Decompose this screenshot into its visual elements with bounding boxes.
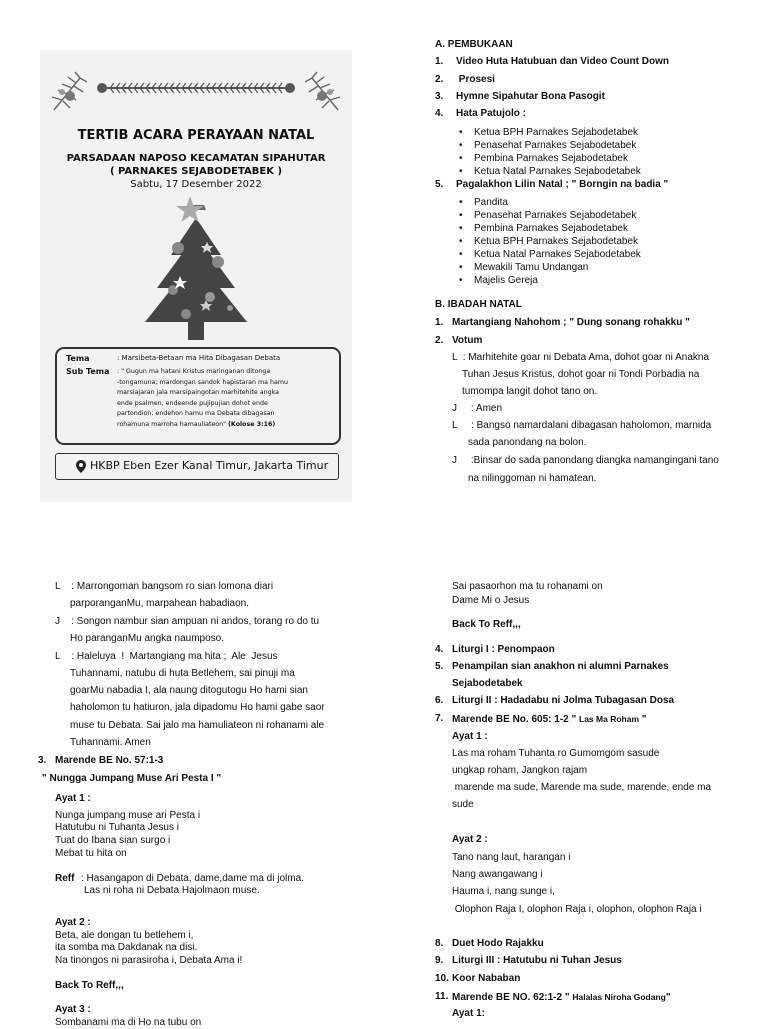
pine-branch-left-icon	[52, 72, 87, 110]
location-text: HKBP Eben Ezer Kanal Timur, Jakarta Timur	[90, 459, 329, 472]
item-text: Sejabodetabek	[452, 678, 523, 689]
verse-label: Ayat 3 :	[55, 1004, 91, 1015]
verse-label: Ayat 1:	[452, 1008, 485, 1019]
item-text: Pagalakhon Lilin Natal ; " Borngin na badia "	[456, 179, 669, 190]
verse-line: Las ma roham Tuhanta ro Gumomgom sasude	[452, 748, 660, 759]
item-text: Liturgi III : Hatutubu ni Tuhan Jesus	[452, 955, 622, 966]
reff-line: : Hasangapon di Debata, dame,dame ma di jolma.	[81, 873, 304, 884]
event-flyer	[40, 50, 352, 502]
list-item: • Pembina Parnakes Sejabodetabek	[456, 222, 641, 235]
song-title: Las Ma Roham	[579, 714, 640, 724]
list-item: • Ketua BPH Parnakes Sejabodetabek	[456, 235, 641, 248]
item-num: 5.	[435, 661, 444, 672]
item-text: Hymne Sipahutar Bona Pasogit	[456, 91, 605, 102]
item-num: 11.	[435, 991, 449, 1002]
subtema-text	[117, 367, 288, 430]
flyer-title: TERTIB ACARA PERAYAAN NATAL	[77, 128, 315, 143]
list-item: • Mewakili Tamu Undangan	[456, 261, 641, 274]
item-text: Duet Hodo Rajakku	[452, 938, 544, 949]
item-text: Martangiang Nahohom ; " Dung sonang rohakku "	[452, 317, 690, 328]
flyer-date: Sabtu, 17 Desember 2022	[130, 179, 262, 190]
verse-line: ita somba ma Dakdanak na disi.	[55, 942, 198, 953]
votum-line: J :Binsar do sada panondang diangka namangingani tano	[452, 455, 719, 466]
back-to-reff: Back To Reff,,,	[55, 980, 124, 991]
votum-line: na nilinggoman ni hamatean.	[468, 473, 597, 484]
section-a-heading: A. PEMBUKAAN	[435, 39, 513, 50]
back-to-reff: Back To Reff,,,	[452, 619, 521, 630]
item-text: Marende BE No. 605: 1-2 " Las Ma Roham "	[452, 714, 647, 725]
litany-line: haholomon tu hatiuron, jala dipadomu Ho hami gabe saor	[70, 702, 325, 713]
verse-line: Hatutubu ni Tuhanta Jesus i	[55, 822, 179, 833]
flyer-decorations	[40, 50, 352, 350]
votum-line: L : Marhitehite goar ni Debata Ama, dohot goar ni Anakna	[452, 352, 710, 363]
item-num: 2.	[435, 335, 444, 346]
reff-line: Las ni roha ni Debata Hajolmaon muse.	[84, 885, 260, 896]
votum-line: J : Amen	[452, 403, 503, 414]
patujolo-list	[456, 126, 641, 178]
verse-line: Mebat tu hita on	[55, 848, 127, 859]
location-box	[55, 453, 339, 480]
item-num: 3.	[435, 91, 444, 102]
section-b-heading: B. IBADAH NATAL	[435, 299, 522, 310]
verse-line: Dame Mi o Jesus	[452, 595, 530, 606]
item-text: Marende BE NO. 62:1-2 " Halalas Niroha Godang"	[452, 992, 671, 1003]
pine-branch-right-icon	[305, 72, 340, 110]
item-text: Koor Nababan	[452, 973, 521, 984]
song-title: Halalas Niroha Godang	[572, 992, 666, 1002]
item-text: Penampilan sian anakhon ni alumni Parnakes	[452, 661, 669, 672]
votum-line: tumompa langit dohot tano on.	[462, 386, 598, 397]
votum-line: L : Bangso namardalani dibagasan haholomon, marnida	[452, 420, 712, 431]
list-item: • Pembina Parnakes Sejabodetabek	[456, 152, 641, 165]
verse-line: marende ma sude, Marende ma sude, marende, ende ma	[452, 782, 712, 793]
christmas-tree-icon	[145, 205, 247, 340]
song-title: " Nungga Jumpang Muse Ari Pesta I "	[42, 773, 222, 784]
item-text: Video Huta Hatubuan dan Video Count Down	[456, 56, 669, 67]
litany-line: L : Marrongoman bangsom ro sian lomona diari	[55, 581, 274, 592]
item-num: 6.	[435, 695, 444, 706]
item-num: 9.	[435, 955, 444, 966]
flyer-org-line2: ( PARNAKES SEJABODETABEK )	[109, 166, 283, 177]
subtema-line: ende psalmen, endeende pujipujian dohot ende	[117, 399, 268, 407]
tema-value: : Marsibeta-Betaan ma Hita Dibagasan Debata	[117, 354, 281, 362]
verse-line: Sombanami ma di Ho na tubu on	[55, 1017, 202, 1028]
subtema-line-last: rohamuna marroha hamauliateon" (Kolose 3:16)	[117, 420, 276, 428]
location-pin-icon	[76, 460, 86, 473]
theme-box	[55, 347, 341, 445]
subtema-line: marsiajaran jala marsipaingotan marhitehite angka	[117, 389, 279, 396]
litany-line: goarMu nabadia I, ala naung ditogutogu Ho hami sian	[70, 685, 308, 696]
item-num: 7.	[435, 713, 444, 724]
litany-line: Ho paranganMu angka naumposo.	[70, 633, 224, 644]
litany-line: L : Haleluya ! Martangiang ma hita ; Ale Jesus	[55, 651, 278, 662]
item-num: 1.	[435, 317, 444, 328]
item-text: Hata Patujolo :	[456, 108, 527, 119]
verse-line: Tuat do Ibana sian surgo i	[55, 835, 171, 846]
verse-line: Sai pasaorhon ma tu rohanami on	[452, 581, 603, 592]
item-num: 2.	[435, 74, 444, 85]
item-text: Votum	[452, 335, 483, 346]
item-text: Liturgi I : Penompaon	[452, 644, 555, 655]
item-text: Marende BE No. 57:1-3	[55, 755, 164, 766]
item-text: Prosesi	[456, 74, 495, 85]
subtema-label: Sub Tema	[66, 367, 110, 376]
verse-line: Beta, ale dongan tu betlehem i,	[55, 930, 194, 941]
litany-line: parporanganMu, marpahean habadiaon.	[70, 598, 250, 609]
item-num: 10.	[435, 973, 449, 984]
litany-line: muse tu Debata. Sai jalo ma hamuliateon ni rohanami ale	[70, 720, 325, 731]
verse-line: Olophon Raja I, olophon Raja i, olophon, olophon Raja i	[452, 904, 702, 915]
reff-label: Reff	[55, 873, 75, 884]
tema-label: Tema	[66, 354, 90, 363]
verse-line: Tano nang laut, harangan i	[452, 852, 571, 863]
item-num: 3.	[38, 755, 47, 766]
item-text: Liturgi II : Hadadabu ni Jolma Tubagasan Dosa	[452, 695, 675, 706]
verse-line: Na tinongos ni parasiroha i, Debata Ama i!	[55, 955, 243, 966]
list-item: • Penasehat Parnakes Sejabodetabek	[456, 209, 641, 222]
list-item: • Ketua BPH Parnakes Sejabodetabek	[456, 126, 641, 139]
litany-line: Tuhannami. Amen	[70, 737, 151, 748]
verse-label: Ayat 1 :	[452, 731, 488, 742]
votum-line: sada panondang na bolon.	[468, 437, 587, 448]
item-num: 5.	[435, 179, 444, 190]
list-item: • Majelis Gereja	[456, 274, 641, 287]
item-num: 4.	[435, 108, 444, 119]
verse-label: Ayat 2 :	[55, 917, 91, 928]
list-item: • Ketua Natal Parnakes Sejabodetabek	[456, 248, 641, 261]
subtema-line: : " Gugun ma hatani Kristus maringanan ditonga	[117, 368, 271, 375]
subtema-line: -tongamuna; mardongan sandok hapistaran ma hamu	[117, 378, 288, 386]
verse-label: Ayat 2 :	[452, 834, 488, 845]
list-item: • Penasehat Parnakes Sejabodetabek	[456, 139, 641, 152]
verse-line: Hauma i, nang sunge i,	[452, 886, 555, 897]
lilin-list	[456, 196, 641, 287]
verse-line: sude	[452, 799, 474, 810]
list-item: • Pandita	[456, 196, 641, 209]
flyer-org-line1: PARSADAAN NAPOSO KECAMATAN SIPAHUTAR	[66, 153, 326, 164]
verse-line: Nang awangawang i	[452, 869, 543, 880]
subtema-line: partondion; endehon hamu ma Debata dibagasan	[117, 410, 275, 417]
verse-line: Nunga jumpang muse ari Pesta i	[55, 810, 201, 821]
litany-line: Tuhannami, natubu di huta Betlehem, sai pinuji ma	[70, 668, 295, 679]
list-item: • Ketua Natal Parnakes Sejabodetabek	[456, 165, 641, 178]
garland-decoration	[97, 83, 295, 93]
litany-line: J : Songon nambur sian ampuan ni andos, torang ro do tu	[55, 616, 320, 627]
verse-label: Ayat 1 :	[55, 793, 91, 804]
verse-line: ungkap roham, Jangkon rajam	[452, 765, 588, 776]
bible-reference: (Kolose 3:16)	[228, 420, 276, 428]
item-num: 8.	[435, 938, 444, 949]
votum-line: Tuhan Jesus Kristus, dohot goar ni Tondi Porbadia na	[462, 369, 700, 380]
item-num: 1.	[435, 56, 444, 67]
item-num: 4.	[435, 644, 444, 655]
